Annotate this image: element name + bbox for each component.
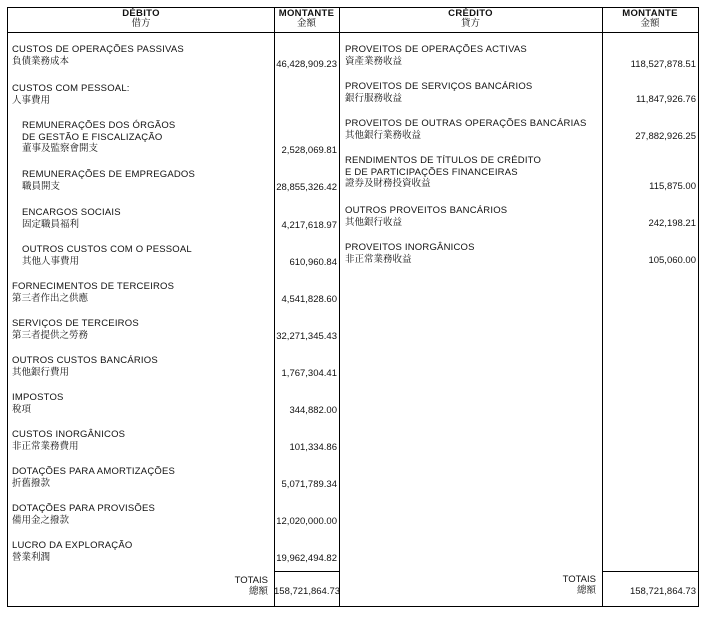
debit-item-label <box>22 120 175 155</box>
totals-label-pt: TOTAIS <box>562 574 596 585</box>
debit-item-label <box>12 392 64 415</box>
debit-header <box>8 9 274 29</box>
debit-item-label <box>12 44 184 67</box>
credit-header <box>339 9 602 29</box>
debit-item-pt: REMUNERAÇÕES DOS ÓRGÃOS <box>22 120 176 131</box>
debit-item-pt: CUSTOS INORGÂNICOS <box>12 429 126 440</box>
debit-item-pt: CUSTOS COM PESSOAL: <box>12 83 130 94</box>
debit-item-pt: DE GESTÃO E FISCALIZAÇÃO <box>22 131 163 143</box>
debit-item-amount: 46,428,909.23 <box>276 59 337 70</box>
credit-item-label <box>345 205 507 228</box>
credit-item-amount: 242,198.21 <box>648 218 696 229</box>
debit-item-zh: 其他人事費用 <box>22 255 80 267</box>
debit-item-amount: 101,334.86 <box>289 442 337 453</box>
debit-header-pt: DÉBITO <box>122 8 160 19</box>
credit-item-amount: 27,882,926.25 <box>635 131 696 142</box>
credit-item-label <box>345 81 532 104</box>
debit-item-amount: 2,528,069.81 <box>281 145 337 156</box>
credit-item-amount: 118,527,878.51 <box>630 59 696 70</box>
debit-item-zh: 其他銀行費用 <box>12 366 70 378</box>
debit-item-pt: OUTROS CUSTOS COM O PESSOAL <box>22 244 192 255</box>
credit-item-zh: 其他銀行業務收益 <box>345 129 422 141</box>
totals-label-zh: 總額 <box>576 585 596 596</box>
credit-item-zh: 證券及財務投資收益 <box>345 178 431 189</box>
debit-item-amount: 344,882.00 <box>289 405 337 416</box>
debit-item-pt: SERVIÇOS DE TERCEIROS <box>12 318 139 329</box>
debit-item-amount: 19,962,494.82 <box>276 553 337 564</box>
debit-item-amount: 4,217,618.97 <box>281 220 337 231</box>
debit-item-label <box>12 83 130 106</box>
credit-item-pt: OUTROS PROVEITOS BANCÁRIOS <box>345 205 508 216</box>
debit-item-label <box>12 318 139 341</box>
totals-label-pt: TOTAIS <box>234 575 268 586</box>
credit-item-amount: 115,875.00 <box>649 181 696 192</box>
col-divider <box>339 8 340 606</box>
debit-item-pt: CUSTOS DE OPERAÇÕES PASSIVAS <box>12 44 184 55</box>
debit-item-pt: DOTAÇÕES PARA AMORTIZAÇÕES <box>12 466 176 477</box>
debit-item-pt: LUCRO DA EXPLORAÇÃO <box>12 540 133 551</box>
credit-item-amount: 105,060.00 <box>648 255 696 266</box>
amount-header-pt: MONTANTE <box>622 8 678 19</box>
debit-item-amount: 12,020,000.00 <box>276 516 337 527</box>
totals-divider-debit <box>274 571 339 572</box>
amount-header-zh: 金額 <box>296 18 316 29</box>
credit-item-zh: 資產業務收益 <box>345 55 403 67</box>
credit-amount-header <box>602 9 698 29</box>
debit-item-pt: DOTAÇÕES PARA PROVISÕES <box>12 503 156 514</box>
debit-item-amount: 28,855,326.42 <box>276 182 337 193</box>
amount-header-zh: 金額 <box>640 18 660 29</box>
debit-item-label <box>22 169 195 192</box>
credit-item-zh: 非正常業務收益 <box>345 253 412 265</box>
debit-item-amount: 1,767,304.41 <box>281 368 337 379</box>
debit-item-label <box>12 281 174 304</box>
header-divider <box>8 32 698 33</box>
debit-amount-header <box>274 9 339 29</box>
credit-item-pt: PROVEITOS DE SERVIÇOS BANCÁRIOS <box>345 81 533 92</box>
debit-item-zh: 負債業務成本 <box>12 55 70 67</box>
credit-item-label <box>345 44 527 67</box>
debit-item-label <box>12 466 175 489</box>
debit-total-amount: 158,721,864.73 <box>274 586 341 597</box>
credit-item-zh: 銀行服務收益 <box>345 92 403 104</box>
debit-item-zh: 職員開支 <box>22 180 61 192</box>
debit-item-zh: 第三者作出之供應 <box>12 292 89 304</box>
debit-item-label <box>12 355 158 378</box>
debit-item-zh: 人事費用 <box>12 94 51 106</box>
debit-totals-label <box>208 575 268 597</box>
debit-item-pt: IMPOSTOS <box>12 392 64 403</box>
debit-item-label <box>12 503 155 526</box>
debit-item-amount: 5,071,789.34 <box>281 479 337 490</box>
debit-item-pt: FORNECIMENTOS DE TERCEIROS <box>12 281 175 292</box>
totals-divider-credit <box>602 571 698 572</box>
debit-item-amount: 610,960.84 <box>289 257 337 268</box>
credit-header-pt: CRÉDITO <box>448 8 493 19</box>
debit-item-label <box>22 244 192 267</box>
debit-header-zh: 借方 <box>131 18 151 29</box>
debit-item-amount: 4,541,828.60 <box>281 294 337 305</box>
credit-item-pt: PROVEITOS INORGÂNICOS <box>345 242 475 253</box>
debit-item-amount: 32,271,345.43 <box>276 331 337 342</box>
debit-item-label <box>12 540 132 563</box>
debit-item-pt: OUTROS CUSTOS BANCÁRIOS <box>12 355 158 366</box>
debit-item-zh: 董事及監察會開支 <box>22 143 99 154</box>
debit-item-zh: 第三者提供之勞務 <box>12 329 89 341</box>
amount-header-pt: MONTANTE <box>278 8 335 19</box>
credit-header-zh: 貸方 <box>460 18 480 29</box>
debit-item-zh: 非正常業務費用 <box>12 440 79 452</box>
credit-item-zh: 其他銀行收益 <box>345 216 403 228</box>
debit-item-zh: 稅項 <box>12 403 32 415</box>
credit-item-label <box>345 118 586 141</box>
credit-item-pt: PROVEITOS DE OPERAÇÕES ACTIVAS <box>345 44 527 55</box>
debit-item-label <box>22 207 121 230</box>
totals-label-zh: 總額 <box>248 586 268 597</box>
credit-total-amount: 158,721,864.73 <box>629 586 696 597</box>
debit-item-zh: 備用金之撥款 <box>12 514 70 526</box>
credit-item-label <box>345 155 541 190</box>
debit-item-zh: 固定職員福利 <box>22 218 80 230</box>
debit-item-zh: 折舊撥款 <box>12 477 51 489</box>
credit-item-pt: RENDIMENTOS DE TÍTULOS DE CRÉDITO <box>345 155 542 166</box>
credit-item-amount: 11,847,926.76 <box>635 94 696 105</box>
credit-item-label <box>345 242 475 265</box>
credit-totals-label <box>528 574 596 596</box>
debit-item-label <box>12 429 125 452</box>
account-table <box>7 7 699 607</box>
credit-item-pt: PROVEITOS DE OUTRAS OPERAÇÕES BANCÁRIAS <box>345 118 587 129</box>
debit-item-pt: ENCARGOS SOCIAIS <box>22 207 121 218</box>
debit-item-zh: 營業利潤 <box>12 551 51 563</box>
debit-item-pt: REMUNERAÇÕES DE EMPREGADOS <box>22 169 196 180</box>
credit-item-pt: E DE PARTICIPAÇÕES FINANCEIRAS <box>345 166 518 178</box>
